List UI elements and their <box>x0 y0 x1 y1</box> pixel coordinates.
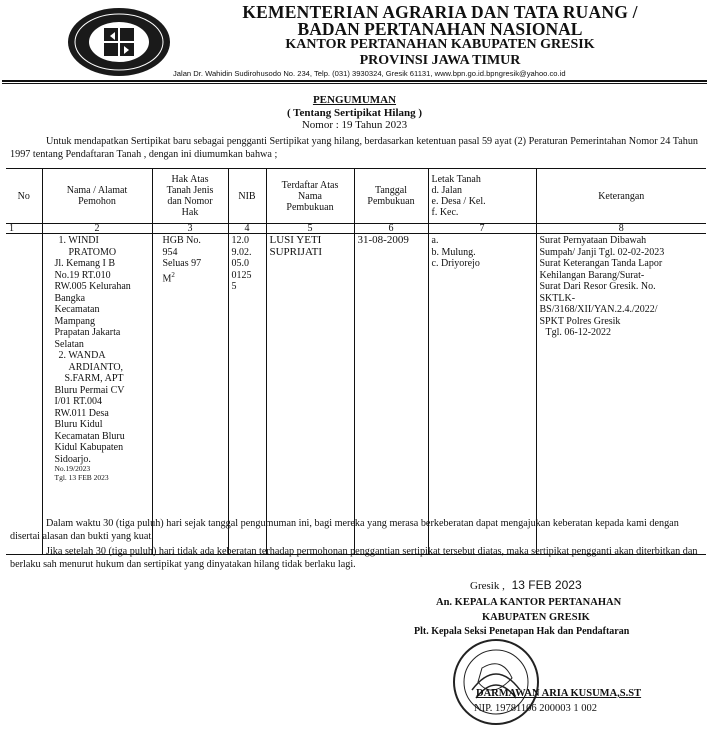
col-header-nib: NIB <box>228 169 266 224</box>
cell-nama: 1. WINDI PRATOMO Jl. Kemang I B No.19 RT.010 RW.005 Kelurahan Bangka Kecamatan Mampang Prapatan Jakarta Selatan 2. WANDA ARDIANTO, S.FARM, APT Bluru Permai CV I/01 RT.004 RW.011 Desa Bluru Kidul Kecamatan Bluru Kidul Kabupaten Sidoarjo. No.19/2023 Tgl. 13 FEB 2023 <box>42 234 152 555</box>
col-number: 3 <box>152 224 228 234</box>
lost-certificate-table <box>6 168 706 555</box>
col-header-keterangan: Keterangan <box>536 169 706 224</box>
agency-name: BADAN PERTANAHAN NASIONAL <box>297 19 583 39</box>
signatory-name: DARMAWAN ARIA KUSUMA,S.ST <box>476 688 642 699</box>
col-number: 7 <box>428 224 536 234</box>
signature-line2: KABUPATEN GRESIK <box>482 612 590 623</box>
cell-hak: HGB No. 954 Seluas 97 $M^2$ <box>152 234 228 555</box>
col-number: 4 <box>228 224 266 234</box>
bpn-logo-icon <box>66 6 172 78</box>
province-name: PROVINSI JAWA TIMUR <box>359 53 521 68</box>
cell-no <box>6 234 42 555</box>
cell-tanggal: 31-08-2009 <box>354 234 428 555</box>
objection-paragraph: Dalam waktu 30 (tiga puluh) hari sejak tanggal pengumuman ini, bagi mereka yang merasa berkeberatan dapat mengajukan keberatan kepada kami dengan disertai alasan dan bukti yang kuat. <box>10 518 679 542</box>
col-header-terdaftar: Terdaftar Atas Nama Pembukuan <box>266 169 354 224</box>
signatory-nip: NIP. 19781106 200003 1 002 <box>474 703 597 714</box>
col-number: 8 <box>536 224 706 234</box>
col-header-letak: Letak Tanah d. Jalan e. Desa / Kel. f. Kec. <box>428 169 536 224</box>
signature-place: Gresik , <box>470 580 505 592</box>
signature-place-date <box>470 578 582 592</box>
announcement-number: Nomor : 19 Tahun 2023 <box>301 119 408 131</box>
header-divider <box>2 80 707 82</box>
validity-paragraph: Jika setelah 30 (tiga puluh) hari tidak ada keberatan terhadap permohonan penggantian sertipikat tersebut diatas, maka sertipikat pengganti akan diterbitkan dan berlaku sah menurut hukum dan sertipikat yang dinyatakan hilang tidak berlaku lagi. <box>10 546 698 570</box>
cell-terdaftar: LUSI YETI SUPRIJATI <box>266 234 354 555</box>
col-number: 6 <box>354 224 428 234</box>
col-header-no: No <box>6 169 42 224</box>
col-header-hak: Hak Atas Tanah Jenis dan Nomor Hak <box>152 169 228 224</box>
cell-nib: 12.0 9.02. 05.0 0125 5 <box>228 234 266 555</box>
announcement-title: PENGUMUMAN <box>312 94 397 106</box>
signature-line1: An. KEPALA KANTOR PERTANAHAN <box>436 597 622 608</box>
office-address: Jalan Dr. Wahidin Sudirohusodo No. 234, Telp. (031) 3930324, Gresik 61131, www.bpn.go.id.bpngresik@yahoo.co.id <box>173 69 566 78</box>
intro-paragraph: Untuk mendapatkan Sertipikat baru sebagai pengganti Sertipikat yang hilang, berdasarkan ketentuan pasal 59 ayat (2) Peraturan Pemerintahan Nomor 24 Tahun 1997 tentang Pendaftaran Tanah , dengan ini diumumkan bahwa ; <box>10 136 699 160</box>
signature-position: Plt. Kepala Seksi Penetapan Hak dan Pendaftaran <box>414 626 630 637</box>
register-date-note: Tgl. 13 FEB 2023 <box>54 472 109 482</box>
office-name: KANTOR PERTANAHAN KABUPATEN GRESIK <box>285 37 595 52</box>
cell-keterangan: Surat Pernyataan Dibawah Sumpah/ Janji Tgl. 02-02-2023 Surat Keterangan Tanda Lapor Kehilangan Barang/Surat- Surat Dari Resor Gresik. No. SKTLK- BS/3168/XII/YAN.2.4./2022/ SPKT Polres Gresik Tgl. 06-12-2022 <box>536 234 706 555</box>
col-number: 5 <box>266 224 354 234</box>
cell-letak: a. b. Mulung. c. Driyorejo <box>428 234 536 555</box>
col-header-tanggal: Tanggal Pembukuan <box>354 169 428 224</box>
ministry-name: KEMENTERIAN AGRARIA DAN TATA RUANG / <box>242 2 638 22</box>
table-row <box>6 234 706 555</box>
header-divider-thin <box>2 83 707 84</box>
register-number-note: No.19/2023 <box>54 464 91 473</box>
signature-date: 13 FEB 2023 <box>511 578 582 592</box>
col-number: 1 <box>6 224 42 234</box>
col-number: 2 <box>42 224 152 234</box>
col-header-nama: Nama / Alamat Pemohon <box>42 169 152 224</box>
announcement-subtitle: ( Tentang Sertipikat Hilang ) <box>286 107 423 119</box>
